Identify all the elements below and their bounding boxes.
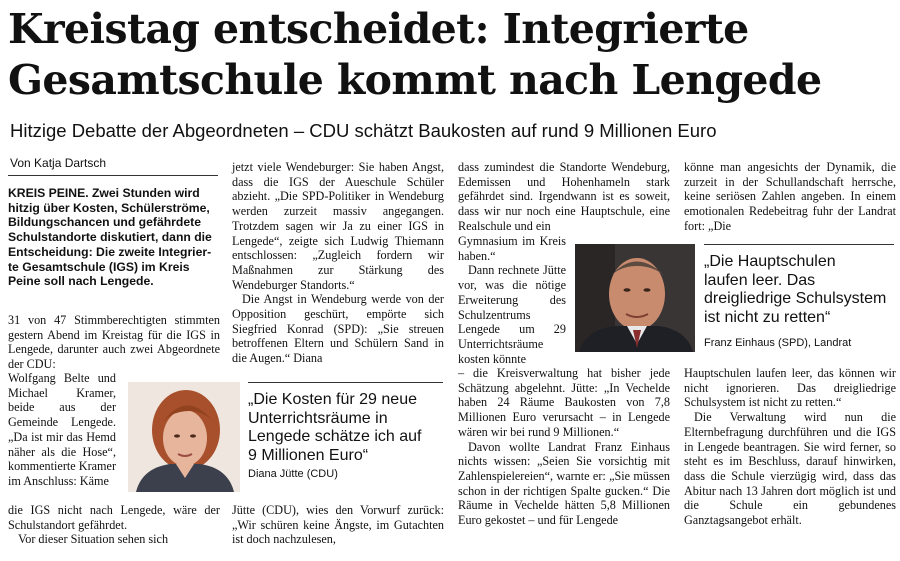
column-3-bottom: – die Kreisverwaltung hat bisher jede Schätzung abgelehnt. Jütte: „In Vechelde haben 24 Räume Baukosten von 7,8 Millionen Euro verursacht – in Lengede wären wir bei rund 9 Millionen.“ Davon wollte Landrat Franz Einhaus nichts wissen: „Seien Sie vorsichtig mit Zahlenspielereien“, warnte er: „Sie müssen schon in der richtigen Spalte gucken.“ Die Räume in Vechelde hätten 5,8 Millionen Euro gekostet – und für Lengede — [458, 366, 670, 528]
column-3-top: dass zumindest die Standorte Wendeburg, Edemissen und Hohenhameln stark gefährdet sind. Irgendwann ist es soweit, dass wir nur noch eine Hauptschule, eine Realschule und ein — [458, 160, 670, 233]
quote-left-rule — [248, 382, 443, 383]
quote-right-author: Franz Einhaus (SPD), Landrat — [704, 337, 852, 349]
quote-left-text: „Die Kosten für 29 neue Unterrichtsräume in Lengede schätze ich auf 9 Millionen Euro“ — [248, 391, 422, 464]
byline: Von Katja Dartsch — [10, 156, 107, 170]
lead-paragraph: KREIS PEINE. Zwei Stunden wird hitzig über Kosten, Schülerströme, Bildungschancen und gefährdete Schulstandorte diskutiert, dann die Entscheidung: Die zweite Integrier- te Gesamtschule (IGS) im Kreis Peine soll nach Lengede. — [8, 186, 212, 289]
quote-franz-einhaus — [704, 244, 894, 349]
column-2-bottom: Jütte (CDU), wies den Vorwurf zurück: „Wir schüren keine Ängste, im Gutachten ist doch nachzulesen, — [232, 503, 444, 547]
column-4-top: könne man angesichts der Dynamik, die zurzeit in der Schullandschaft herrsche, keine seriösen Zahlen angeben. In einem emotionalen Redebeitrag fuhr der Landrat fort: „Die — [684, 160, 896, 233]
column-2-top: jetzt viele Wendeburger: Sie haben Angst, dass die IGS der Aueschule Schüler abzieht. „Die SPD-Politiker in Wendeburg werden zurzeit massiv angegangen. Trotzdem sagen wir Ja zu einer IGS in Lengede“, zeigte sich Ludwig Thiemann entschlossen: „Zugleich fordern wir Maßnahmen zur Stärkung des Wendeburger Standorts.“ Die Angst in Wendeburg werde von der Opposition geschürt, empörte sich Siegfried Konrad (SPD): „Sie streuen betroffenen Eltern und Schülern Sand in die Augen.“ Diana — [232, 160, 444, 366]
subheadline: Hitzige Debatte der Abgeordneten – CDU schätzt Baukosten auf rund 9 Millionen Euro — [10, 120, 717, 141]
quote-left-author: Diana Jütte (CDU) — [248, 468, 338, 480]
column-4-bottom: Hauptschulen laufen leer, das können wir nicht ignorieren. Das dreigliedrige Schulsystem ist nicht zu retten.“ Die Verwaltung wird nun die Elternbefragung durchführen und die IGS in Lengede beantragen. Sie wird ferner, so steht es im Beschluss, darauf hinwirken, dass die Schule vierzügig wird, dass das Abitur nach 13 Jahren dort möglich ist und die Schule ein gebundenes Ganztagsangebot erhält. — [684, 366, 896, 528]
headline-line-1: Kreistag entscheidet: Integrierte — [8, 5, 749, 53]
column-1-bottom: die IGS nicht nach Lengede, wäre der Schulstandort gefährdet. Vor dieser Situation sehen sich — [8, 503, 220, 547]
quote-diana-juette — [248, 382, 443, 480]
column-3-wrap: Gymnasium im Kreis haben.“ Dann rechnete Jütte vor, was die nötige Erweiterung des Schulzentrums Lengede um 29 Unterrichtsräume kosten könnte — [458, 234, 566, 366]
diana-juette-photo — [128, 382, 240, 492]
quote-right-text: „Die Hauptschulen laufen leer. Das dreigliedrige Schulsystem ist nicht zu retten“ — [704, 253, 887, 326]
franz-einhaus-photo — [575, 244, 695, 352]
quote-right-rule — [704, 244, 894, 245]
byline-rule — [8, 175, 218, 176]
headline-line-2: Gesamtschule kommt nach Lengede — [8, 56, 822, 104]
column-1-wrap: Wolfgang Belte und Michael Kramer, beide aus der Gemeinde Lengede. „Da ist mir das Hemd näher als die Hose“, kommentierte Kramer im Anschluss: Käme — [8, 371, 116, 488]
column-1-top: 31 von 47 Stimmberechtigten stimmten gestern Abend im Kreistag für die IGS in Lengede, darunter auch zwei Abgeordnete der CDU: — [8, 313, 220, 372]
